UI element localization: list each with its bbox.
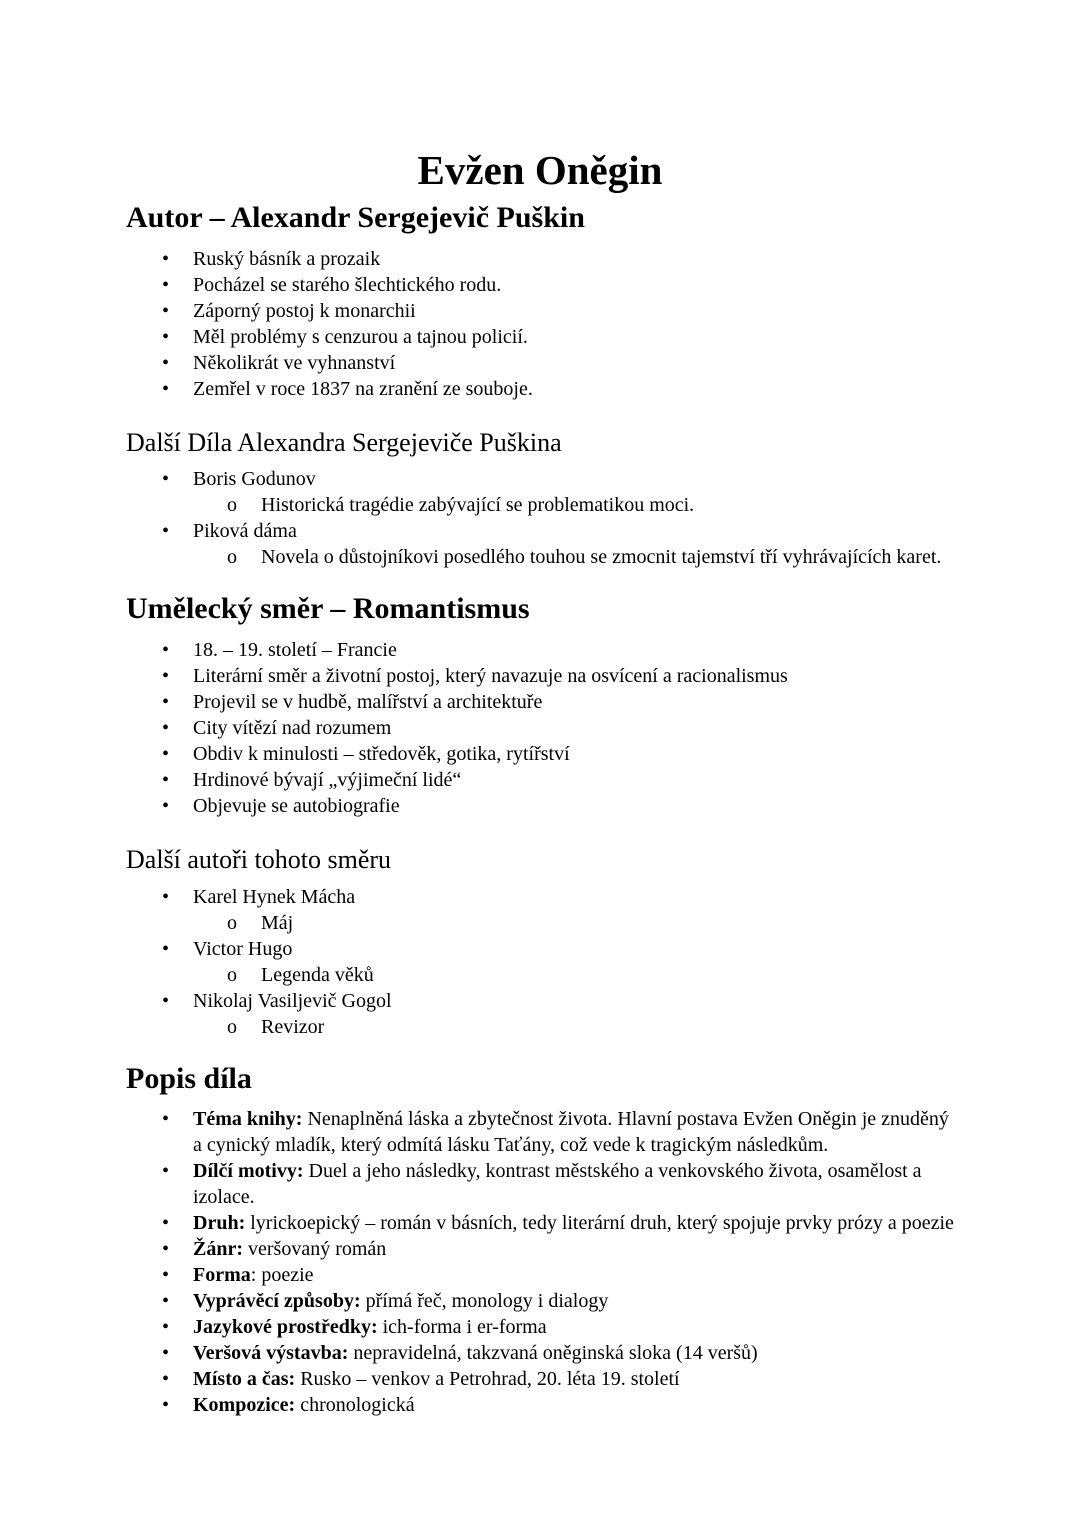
other-works-list xyxy=(126,466,954,570)
bullet-icon: • xyxy=(162,247,170,270)
bullet-icon: • xyxy=(162,273,170,296)
list-item-text: Karel Hynek Mácha xyxy=(193,885,356,908)
list-item xyxy=(126,637,954,663)
list-item-text: Legenda věků xyxy=(261,963,374,986)
list-item xyxy=(126,246,954,272)
list-item xyxy=(126,1340,954,1366)
item-label: Forma xyxy=(193,1264,251,1287)
sub-heading-other-works: Další Díla Alexandra Sergejeviče Puškina xyxy=(126,427,562,457)
list-item xyxy=(126,689,954,715)
list-item-text: Boris Godunov xyxy=(193,468,316,491)
list-item-text: Projevil se v hudbě, malířství a architektuře xyxy=(193,690,543,713)
bullet-icon: • xyxy=(162,885,170,908)
list-item xyxy=(126,715,954,741)
list-item-text: Záporný postoj k monarchii xyxy=(193,299,416,322)
circle-icon: o xyxy=(227,546,237,569)
bullet-icon: • xyxy=(162,794,170,817)
item-value: Duel a jeho následky, kontrast městského a venkovského života, osamělost a izolace. xyxy=(193,1160,922,1209)
list-item-text: Ruský básník a prozaik xyxy=(193,247,381,270)
list-item xyxy=(126,936,954,962)
circle-icon: o xyxy=(227,1015,237,1038)
list-item xyxy=(126,663,954,689)
list-item xyxy=(126,298,954,324)
item-value: Rusko – venkov a Petrohrad, 20. léta 19. století xyxy=(295,1368,680,1391)
item-value: ich-forma i er-forma xyxy=(377,1316,547,1339)
list-item-text xyxy=(193,1290,608,1312)
list-item-text xyxy=(193,1212,954,1234)
list-item xyxy=(126,1392,954,1418)
list-item-text: City vítězí nad rozumem xyxy=(193,716,392,739)
bullet-icon: • xyxy=(162,638,170,661)
list-item xyxy=(126,793,954,819)
list-item-text: Hrdinové bývají „výjimeční lidé“ xyxy=(193,768,462,791)
item-label: Místo a čas: xyxy=(193,1368,296,1391)
item-label: Téma knihy: xyxy=(193,1108,303,1131)
list-item xyxy=(126,544,954,570)
doc-title: Evžen Oněgin xyxy=(417,147,663,193)
list-item xyxy=(126,988,954,1014)
list-item xyxy=(126,350,954,376)
list-item-text: Objevuje se autobiografie xyxy=(193,794,400,817)
list-item xyxy=(126,767,954,793)
item-label: Dílčí motivy: xyxy=(193,1160,304,1183)
list-item-text: Máj xyxy=(261,911,294,934)
list-item-text: Piková dáma xyxy=(193,520,297,543)
list-item xyxy=(126,518,954,544)
list-item-text xyxy=(193,1108,949,1156)
list-item xyxy=(126,324,954,350)
bullet-icon: • xyxy=(162,1316,170,1339)
bullet-icon: • xyxy=(162,325,170,348)
item-value: Nenaplněná láska a zbytečnost života. Hlavní postava Evžen Oněgin je znuděný a cynický mladík, který odmítá lásku Taťány, což vede k tragickým následkům. xyxy=(193,1108,949,1157)
list-item xyxy=(126,376,954,402)
list-item xyxy=(126,272,954,298)
list-item-text: Victor Hugo xyxy=(193,937,293,960)
bullet-icon: • xyxy=(162,937,170,960)
list-item-text: Pocházel se starého šlechtického rodu. xyxy=(193,273,502,296)
other-authors-list xyxy=(126,884,954,1040)
bullet-icon: • xyxy=(162,768,170,791)
description-list xyxy=(126,1106,954,1418)
bullet-icon: • xyxy=(162,1238,170,1261)
list-item-text xyxy=(193,1316,547,1338)
item-value: veršovaný román xyxy=(243,1238,387,1261)
item-label: Jazykové prostředky: xyxy=(193,1316,378,1339)
bullet-icon: • xyxy=(162,1108,170,1131)
list-item-text: Několikrát ve vyhnanství xyxy=(193,351,396,374)
list-item-text: Revizor xyxy=(261,1015,325,1038)
list-item-text: Historická tragédie zabývající se problematikou moci. xyxy=(261,494,695,517)
item-label: Žánr: xyxy=(193,1238,243,1261)
bullet-icon: • xyxy=(162,1160,170,1183)
list-item-text xyxy=(193,1368,680,1390)
circle-icon: o xyxy=(227,963,237,986)
list-item xyxy=(126,1366,954,1392)
item-label: Veršová výstavba: xyxy=(193,1342,349,1365)
bullet-icon: • xyxy=(162,664,170,687)
item-value: : poezie xyxy=(250,1264,314,1287)
list-item-text: Zemřel v roce 1837 na zranění ze souboje. xyxy=(193,377,533,400)
bullet-icon: • xyxy=(162,1212,170,1235)
bullet-icon: • xyxy=(162,989,170,1012)
list-item xyxy=(126,1314,954,1340)
list-item-text xyxy=(193,1238,386,1260)
bullet-icon: • xyxy=(162,520,170,543)
list-item xyxy=(126,741,954,767)
list-item xyxy=(126,1262,954,1288)
bullet-icon: • xyxy=(162,468,170,491)
list-item-text xyxy=(193,1342,758,1364)
item-value: nepravidelná, takzvaná oněginská sloka (14 veršů) xyxy=(348,1342,758,1365)
bullet-icon: • xyxy=(162,1368,170,1391)
bullet-icon: • xyxy=(162,1264,170,1287)
list-item-text xyxy=(193,1264,314,1286)
item-value: lyrickoepický – román v básních, tedy literární druh, který spojuje prvky prózy a poezie xyxy=(245,1212,954,1235)
bullet-icon: • xyxy=(162,690,170,713)
list-item xyxy=(126,1014,954,1040)
list-item-text: Měl problémy s cenzurou a tajnou policií. xyxy=(193,325,528,348)
list-item-text xyxy=(193,1160,922,1208)
list-item-text: Novela o důstojníkovi posedlého touhou se zmocnit tajemství tří vyhrávajících karet. xyxy=(261,546,942,569)
movement-list xyxy=(126,637,954,819)
bullet-icon: • xyxy=(162,742,170,765)
item-value: přímá řeč, monology i dialogy xyxy=(360,1290,609,1313)
item-label: Druh: xyxy=(193,1212,246,1235)
item-label: Kompozice: xyxy=(193,1394,296,1417)
circle-icon: o xyxy=(227,494,237,517)
bullet-icon: • xyxy=(162,351,170,374)
section-heading-description: Popis díla xyxy=(126,1061,252,1095)
bullet-icon: • xyxy=(162,716,170,739)
list-item xyxy=(126,1106,954,1158)
item-label: Vyprávěcí způsoby: xyxy=(193,1290,361,1313)
bullet-icon: • xyxy=(162,1394,170,1417)
item-value: chronologická xyxy=(295,1394,415,1417)
bullet-icon: • xyxy=(162,1342,170,1365)
circle-icon: o xyxy=(227,911,237,934)
list-item xyxy=(126,1288,954,1314)
bullet-icon: • xyxy=(162,377,170,400)
section-heading-author: Autor – Alexandr Sergejevič Puškin xyxy=(126,201,585,235)
section-heading-movement: Umělecký směr – Romantismus xyxy=(126,592,530,626)
list-item xyxy=(126,962,954,988)
list-item xyxy=(126,1236,954,1262)
list-item-text: Nikolaj Vasiljevič Gogol xyxy=(193,989,392,1012)
list-item-text: Obdiv k minulosti – středověk, gotika, rytířství xyxy=(193,742,570,765)
list-item xyxy=(126,884,954,910)
list-item-text xyxy=(193,1394,415,1416)
list-item xyxy=(126,492,954,518)
bullet-icon: • xyxy=(162,1290,170,1313)
bullet-icon: • xyxy=(162,299,170,322)
list-item xyxy=(126,466,954,492)
sub-heading-other-authors: Další autoři tohoto směru xyxy=(126,844,392,874)
list-item xyxy=(126,1158,954,1210)
author-list xyxy=(126,246,954,402)
list-item xyxy=(126,910,954,936)
list-item-text: Literární směr a životní postoj, který navazuje na osvícení a racionalismus xyxy=(193,664,788,687)
list-item xyxy=(126,1210,954,1236)
list-item-text: 18. – 19. století – Francie xyxy=(193,638,397,661)
